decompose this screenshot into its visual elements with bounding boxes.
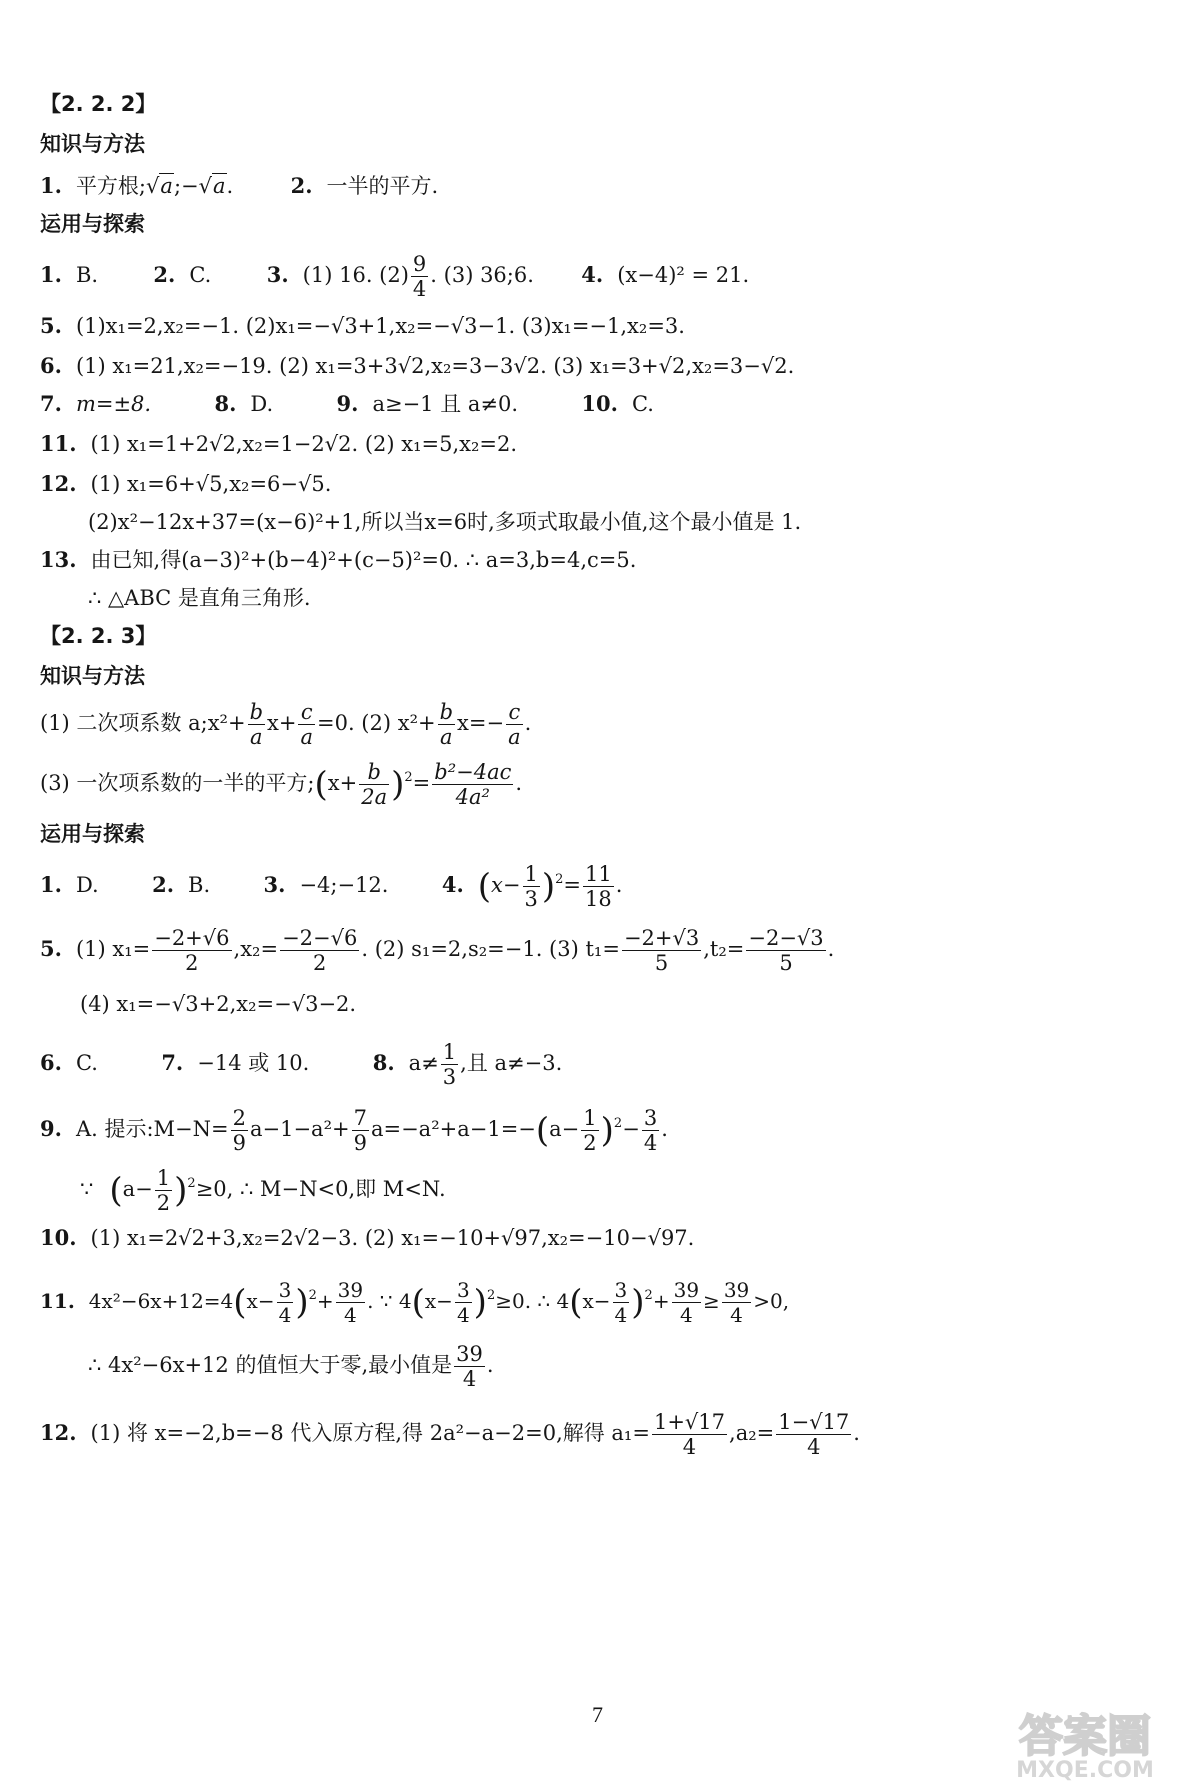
s222-row-1-4 xyxy=(40,252,749,301)
s223-q5: 5. (1) x₁= $\frac{-2+√6}{2}$ ,x₂= $\frac{-2-√6}{2}$ . (2) s₁=2,s₂=−1. (3) t₁= $\frac{-2+√3}{5}$ ,t₂= $\frac{-2-√3}{5}$ . xyxy=(40,926,835,975)
fraction: $\frac{39}{4}$ xyxy=(673,1278,700,1327)
item-number: 7. xyxy=(40,391,62,416)
fraction: $\frac{3}{4}$ xyxy=(643,1106,658,1155)
fraction: $\frac{9}{4}$ xyxy=(412,252,427,301)
fraction: $\frac{39}{4}$ xyxy=(337,1278,364,1327)
answer: . (3) 36;6. xyxy=(430,263,534,287)
s222-q12 xyxy=(40,470,331,498)
item-number: 8. xyxy=(214,391,237,416)
s223-q10 xyxy=(40,1224,694,1252)
answer: C. xyxy=(189,263,212,287)
fraction: $\frac{-2+√3}{5}$ xyxy=(623,926,700,975)
answer: (1) x₁=1+2√2,x₂=1−2√2. (2) x₁=5,x₂=2. xyxy=(90,432,518,456)
item-number: 1. xyxy=(40,872,62,897)
fraction: $\frac{1}{3}$ xyxy=(524,862,538,911)
fraction: $\frac{c}{a}$ xyxy=(508,700,521,749)
s223-row-1-4: 1. D. 2. B. 3. −4;−12. 4. (x− $\frac{1}{3}$ )$^2$= $\frac{11}{18}$ . xyxy=(40,862,623,911)
item-number: 2. xyxy=(290,173,313,198)
k1-mid: ;− xyxy=(173,174,199,198)
answer: D. xyxy=(250,392,274,416)
s223-q12: 12. (1) 将 x=−2,b=−8 代入原方程,得 2a²−a−2=0,解得 a₁= $\frac{1+√17}{4}$ ,a₂= $\frac{1-√17}{4}$ . xyxy=(40,1410,860,1459)
item-number: 12. xyxy=(40,1420,77,1445)
k1-pre: 平方根; xyxy=(75,174,147,198)
fraction: $\frac{1+√17}{4}$ xyxy=(653,1410,726,1459)
section-heading-2-2-2: 【2. 2. 2】 xyxy=(40,92,157,116)
item-number: 9. xyxy=(336,391,359,416)
fraction: $\frac{b}{a}$ xyxy=(249,700,264,749)
answer: C. xyxy=(631,392,654,416)
k1-line: 1. 平方根;√a;−√a. 2. 一半的平方. xyxy=(40,173,439,198)
s222-q12-line2: (2)x²−12x+37=(x−6)²+1,所以当x=6时,多项式取最小值,这个最小值是 1. xyxy=(88,510,802,534)
item-number: 6. xyxy=(40,1050,62,1075)
s223-k1: (1) 二次项系数 a;x²+ $\frac{b}{a}$ x+ $\frac{c}{a}$ =0. (2) x²+ $\frac{b}{a}$ x=− $\frac{c}{a}$ . xyxy=(40,700,532,749)
knowledge-method-title: 知识与方法 xyxy=(40,132,145,156)
answer: D. xyxy=(75,873,99,897)
item-number: 3. xyxy=(263,872,286,897)
item-number: 6. xyxy=(40,353,62,378)
item-number: 8. xyxy=(372,1050,395,1075)
s223-q5-line2: (4) x₁=−√3+2,x₂=−√3−2. xyxy=(80,992,357,1016)
fraction: $\frac{1}{3}$ xyxy=(442,1040,457,1089)
item-number: 12. xyxy=(40,471,77,496)
answer: −14 或 10. xyxy=(197,1051,310,1075)
fraction: $\frac{11}{18}$ xyxy=(585,862,612,911)
watermark-text: 答案圈 xyxy=(1019,1711,1151,1762)
answer: a≥−1 且 a≠0. xyxy=(372,392,519,416)
answer: −4;−12. xyxy=(299,873,389,897)
item-number: 11. xyxy=(40,1289,75,1313)
item-number: 3. xyxy=(266,262,289,287)
fraction: $\frac{7}{9}$ xyxy=(353,1106,367,1155)
item-number: 4. xyxy=(441,872,464,897)
fraction: $\frac{b}{a}$ xyxy=(439,700,454,749)
item-number: 10. xyxy=(581,391,618,416)
item-number: 5. xyxy=(40,313,62,338)
fraction: $\frac{b}{2a}$ xyxy=(361,760,388,809)
item-number: 4. xyxy=(581,262,604,287)
apply-explore-title: 运用与探索 xyxy=(40,822,145,846)
fraction: $\frac{39}{4}$ xyxy=(456,1342,483,1391)
item-number: 2. xyxy=(153,262,176,287)
s223-k2: (3) 一次项系数的一半的平方;(x+ $\frac{b}{2a}$ )$^2$= $\frac{\text{b²−4ac}}{\text{4a²}}$ . xyxy=(40,760,523,809)
fraction: $\frac{3}{4}$ xyxy=(456,1278,470,1327)
answer: (1) x₁=21,x₂=−19. (2) x₁=3+3√2,x₂=3−3√2. (3) x₁=3+√2,x₂=3−√2. xyxy=(75,354,795,378)
k1-radicand: a xyxy=(160,174,173,198)
fraction: $\frac{1}{2}$ xyxy=(583,1106,597,1155)
item-number: 7. xyxy=(161,1050,184,1075)
answer: (1) x₁=2√2+3,x₂=2√2−3. (2) x₁=−10+√97,x₂=−10−√97. xyxy=(90,1226,695,1250)
fraction: $\frac{-2+√6}{2}$ xyxy=(154,926,230,975)
apply-explore-title: 运用与探索 xyxy=(40,212,145,236)
answer: (1)x₁=2,x₂=−1. (2)x₁=−√3+1,x₂=−√3−1. (3)x₁=−1,x₂=3. xyxy=(75,314,685,338)
s223-row-6-8: 6. C. 7. −14 或 10. 8. a≠ $\frac{1}{3}$ ,且 a≠−3. xyxy=(40,1040,563,1089)
fraction: $\frac{3}{4}$ xyxy=(614,1278,628,1327)
section-heading-2-2-3: 【2. 2. 3】 xyxy=(40,624,157,648)
s223-q9: 9. A. 提示:M−N= $\frac{2}{9}$ a−1−a²+ $\frac{7}{9}$ a=−a²+a−1=−(a− $\frac{1}{2}$ )$^2$− $\frac{3}{4}$ . xyxy=(40,1106,668,1155)
answer: C. xyxy=(75,1051,98,1075)
s223-q9-line2: ∵ (a− $\frac{1}{2}$ )$^2$≥0, ∴ M−N<0,即 M<N. xyxy=(80,1166,446,1215)
s223-q11-line2: ∴ 4x²−6x+12 的值恒大于零,最小值是 $\frac{39}{4}$ . xyxy=(88,1342,494,1391)
answer: 由已知,得(a−3)²+(b−4)²+(c−5)²=0. ∴ a=3,b=4,c=5. xyxy=(90,548,637,572)
item-number: 9. xyxy=(40,1116,62,1141)
fraction: $\frac{39}{4}$ xyxy=(723,1278,750,1327)
fraction: $\frac{1}{2}$ xyxy=(156,1166,171,1215)
k1-radicand-2: a xyxy=(213,174,226,198)
k1-end: . xyxy=(226,174,234,198)
s222-q13-line2: ∴ △ABC 是直角三角形. xyxy=(88,586,311,610)
item-number: 2. xyxy=(152,872,175,897)
answer: (x−4)² = 21. xyxy=(617,263,750,287)
answer: (1) x₁=6+√5,x₂=6−√5. xyxy=(90,472,332,496)
s222-row-7-10 xyxy=(40,390,654,418)
watermark-url: MXQE.COM xyxy=(1016,1758,1154,1783)
answer: (1) 16. (2) xyxy=(302,263,409,287)
fraction: $\frac{\text{b²−4ac}}{\text{4a²}}$ xyxy=(434,760,512,809)
s222-q11 xyxy=(40,430,517,458)
s222-q6 xyxy=(40,352,794,380)
s223-q11: 11. 4x²−6x+12=4(x− $\frac{3}{4}$ )$^2$+ $\frac{39}{4}$ . ∵ 4(x− $\frac{3}{4}$ )$^2$≥0. ∴ 4(x− $\frac{3}{4}$ )$^2$+ $\frac{39}{4}$ ≥ $\frac{39}{4}$ >0, xyxy=(40,1278,790,1327)
answer: B. xyxy=(75,263,99,287)
item-number: 10. xyxy=(40,1225,77,1250)
fraction: $\frac{1-√17}{4}$ xyxy=(778,1410,850,1459)
page-number: 7 xyxy=(592,1702,603,1727)
s222-q5 xyxy=(40,312,685,340)
item-number: 1. xyxy=(40,173,62,198)
item-number: 13. xyxy=(40,547,77,572)
item-number: 1. xyxy=(40,262,62,287)
fraction: $\frac{3}{4}$ xyxy=(278,1278,292,1327)
fraction: $\frac{c}{a}$ xyxy=(300,700,313,749)
item-number: 5. xyxy=(40,936,62,961)
fraction: $\frac{-2-√6}{2}$ xyxy=(282,926,358,975)
watermark-logo xyxy=(980,1705,1190,1783)
k2-text: 一半的平方. xyxy=(326,174,439,198)
answer: m=±8. xyxy=(75,392,152,416)
fraction: $\frac{2}{9}$ xyxy=(232,1106,246,1155)
fraction: $\frac{-2-√3}{5}$ xyxy=(748,926,824,975)
item-number: 11. xyxy=(40,431,77,456)
knowledge-method-title: 知识与方法 xyxy=(40,664,145,688)
s222-q13 xyxy=(40,546,636,574)
answer: B. xyxy=(188,873,211,897)
